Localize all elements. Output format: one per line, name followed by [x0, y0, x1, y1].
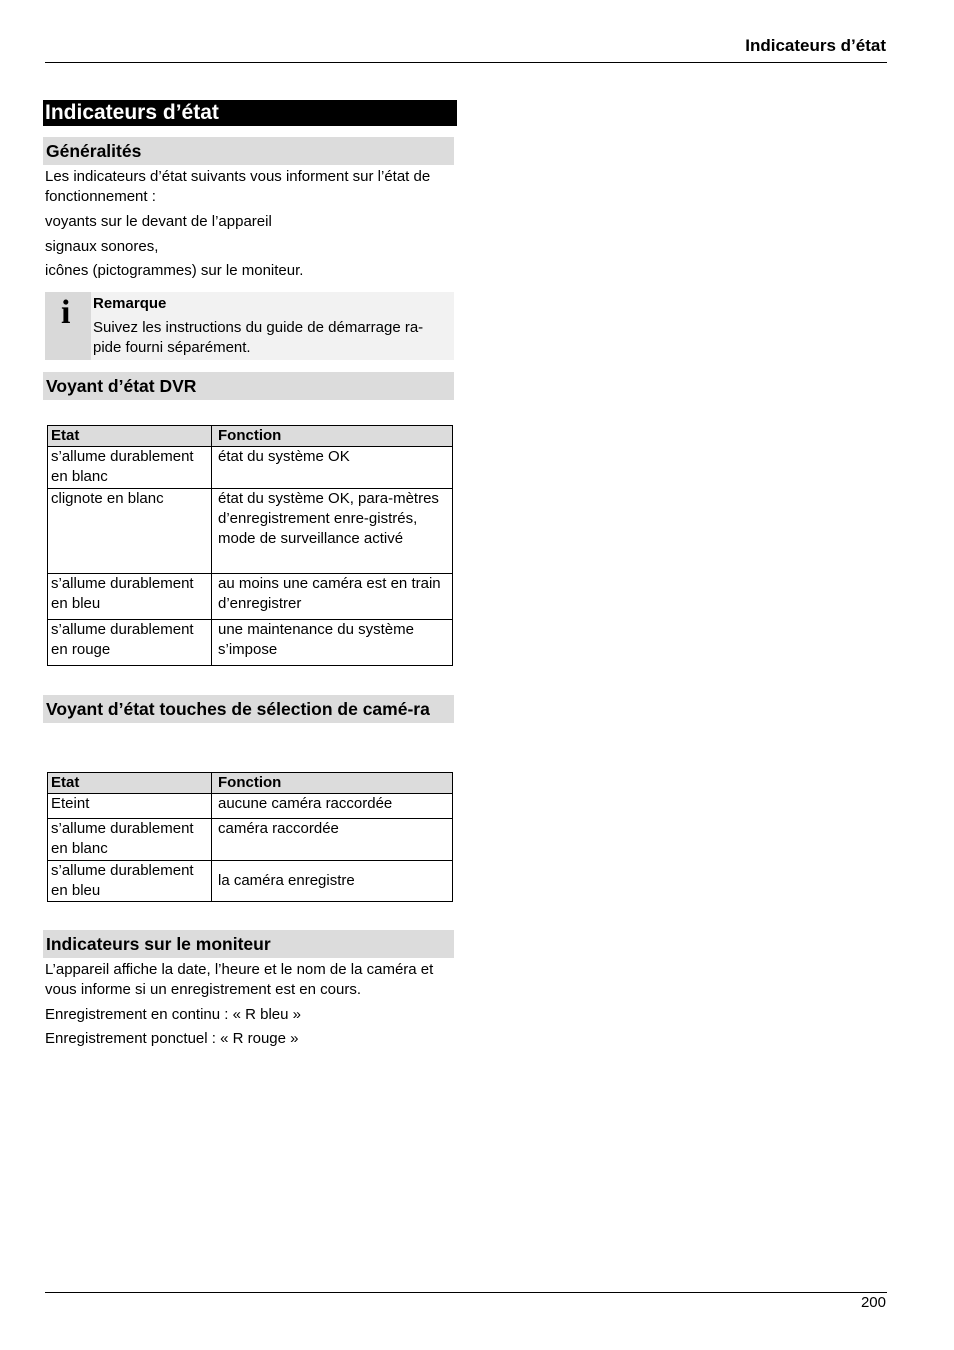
table-cell: s’allume durablement en blanc [48, 819, 212, 861]
monitor-text: L’appareil affiche la date, l’heure et le nom de la caméra et vous informe si un enregistrement est en cours. [45, 961, 434, 998]
note-box [45, 292, 454, 360]
running-header: Indicateurs d’état [745, 36, 886, 55]
table-header-row [48, 773, 453, 794]
table-cell: une maintenance du système s’impose [212, 620, 453, 666]
generalites-intro: Les indicateurs d’état suivants vous informent sur l’état de fonctionnement : [45, 168, 431, 205]
column-header-fonction: Fonction [212, 426, 453, 447]
list-item: signaux sonores, [45, 238, 159, 255]
table-row [48, 574, 453, 620]
note-title: Remarque [93, 295, 167, 312]
table-row [48, 861, 453, 902]
info-icon: i [61, 294, 71, 331]
note-text: Suivez les instructions du guide de démarrage ra-pide fourni séparément. [93, 319, 424, 356]
footer-rule [45, 1292, 887, 1293]
list-item: icônes (pictogrammes) sur le moniteur. [45, 262, 304, 279]
table-cell: état du système OK [212, 447, 453, 489]
page-number: 200 [860, 1294, 886, 1311]
table-cell: caméra raccordée [212, 819, 453, 861]
list-item: Enregistrement ponctuel : « R rouge » [45, 1030, 299, 1047]
table-cell: la caméra enregistre [212, 861, 453, 902]
table-cell: Eteint [48, 794, 212, 819]
list-item: Enregistrement en continu : « R bleu » [45, 1006, 301, 1023]
table-cell: au moins une caméra est en train d’enregistrer [212, 574, 453, 620]
table-cell: s’allume durablement en rouge [48, 620, 212, 666]
section-title-generalites: Généralités [43, 137, 454, 165]
section-title-dvr: Voyant d’état DVR [43, 372, 454, 400]
section-title-monitor: Indicateurs sur le moniteur [43, 930, 454, 958]
dvr-status-table [47, 425, 453, 666]
table-row [48, 620, 453, 666]
table-cell: s’allume durablement en bleu [48, 574, 212, 620]
chapter-title: Indicateurs d’état [43, 100, 457, 126]
table-cell: état du système OK, para-mètres d’enregistrement enre-gistrés, mode de surveillance activé [212, 489, 453, 574]
note-icon-box [45, 292, 91, 360]
table-cell: s’allume durablement en bleu [48, 861, 212, 902]
table-row [48, 489, 453, 574]
table-cell: s’allume durablement en blanc [48, 447, 212, 489]
header-rule [45, 62, 887, 63]
table-row [48, 794, 453, 819]
table-row [48, 447, 453, 489]
table-header-row [48, 426, 453, 447]
table-cell: clignote en blanc [48, 489, 212, 574]
table-row [48, 819, 453, 861]
column-header-etat: Etat [48, 426, 212, 447]
table-cell: aucune caméra raccordée [212, 794, 453, 819]
column-header-etat: Etat [48, 773, 212, 794]
column-header-fonction: Fonction [212, 773, 453, 794]
camera-keys-table [47, 772, 453, 902]
section-title-camera-keys: Voyant d’état touches de sélection de camé-ra [43, 695, 454, 723]
list-item: voyants sur le devant de l’appareil [45, 213, 272, 230]
